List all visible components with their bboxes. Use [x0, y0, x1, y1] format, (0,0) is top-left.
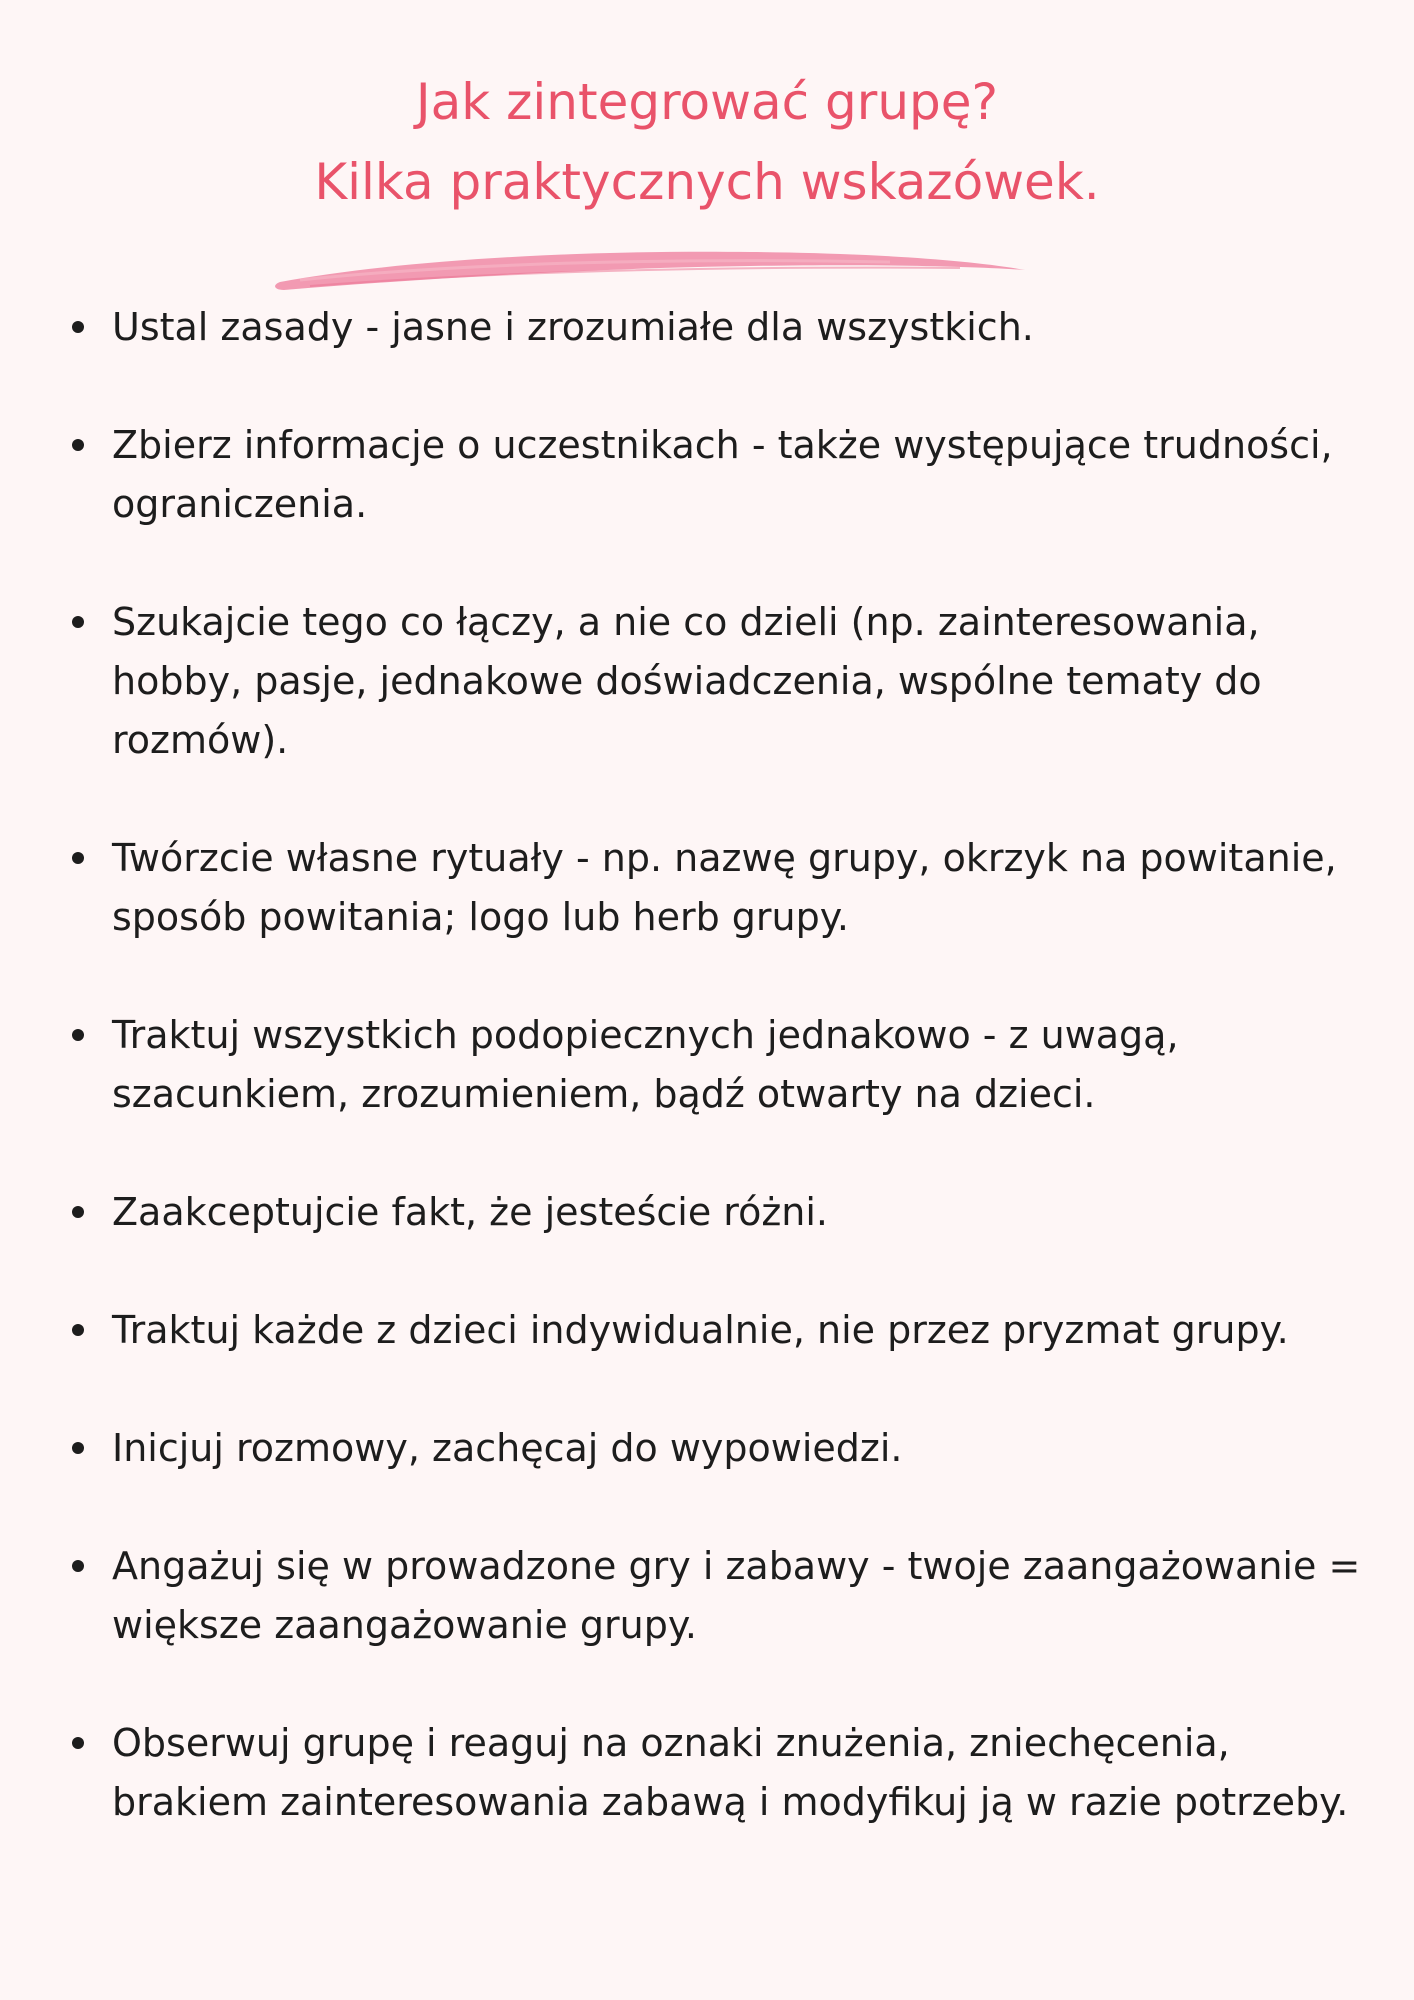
list-item [60, 1419, 1380, 1478]
tip-text: Traktuj każde z dzieci indywidualnie, nie przez pryzmat grupy. [112, 1308, 1289, 1352]
tip-text: Szukajcie tego co łączy, a nie co dzieli (np. zainteresowania, hobby, pasje, jednakowe doświadczenia, wspólne tematy do rozmów). [112, 600, 1262, 762]
tip-text: Twórzcie własne rytuały - np. nazwę grupy, okrzyk na powitanie, sposób powitania; logo lub herb grupy. [112, 836, 1337, 939]
tip-text: Traktuj wszystkich podopiecznych jednakowo - z uwagą, szacunkiem, zrozumieniem, bądź otwarty na dzieci. [112, 1013, 1179, 1116]
bullet-icon [72, 1737, 84, 1749]
tip-text: Angażuj się w prowadzone gry i zabawy - twoje zaangażowanie = większe zaangażowanie grupy. [112, 1544, 1361, 1647]
list-item [60, 1714, 1380, 1832]
bullet-icon [72, 1029, 84, 1041]
bullet-icon [72, 321, 84, 333]
list-item [60, 416, 1380, 534]
tips-list [60, 298, 1380, 1891]
bullet-icon [72, 1560, 84, 1572]
list-item [60, 298, 1380, 357]
bullet-icon [72, 1206, 84, 1218]
tip-text: Zbierz informacje o uczestnikach - także występujące trudności, ograniczenia. [112, 423, 1333, 526]
bullet-icon [72, 616, 84, 628]
bullet-icon [72, 439, 84, 451]
tip-text: Zaakceptujcie fakt, że jesteście różni. [112, 1190, 829, 1234]
title-line-2: Kilka praktycznych wskazówek. [314, 153, 1100, 211]
list-item [60, 1006, 1380, 1124]
tip-text: Inicjuj rozmowy, zachęcaj do wypowiedzi. [112, 1426, 903, 1470]
list-item [60, 593, 1380, 770]
list-item [60, 1301, 1380, 1360]
page-title [0, 62, 1414, 222]
tip-text: Ustal zasady - jasne i zrozumiałe dla wszystkich. [112, 305, 1034, 349]
bullet-icon [72, 1442, 84, 1454]
tip-text: Obserwuj grupę i reaguj na oznaki znużenia, zniechęcenia, brakiem zainteresowania zabawą i modyfikuj ją w razie potrzeby. [112, 1721, 1349, 1824]
list-item [60, 1537, 1380, 1655]
list-item [60, 1183, 1380, 1242]
list-item [60, 829, 1380, 947]
bullet-icon [72, 1324, 84, 1336]
title-line-1: Jak zintegrować grupę? [415, 73, 999, 131]
bullet-icon [72, 852, 84, 864]
brush-stroke-divider [270, 240, 1030, 300]
